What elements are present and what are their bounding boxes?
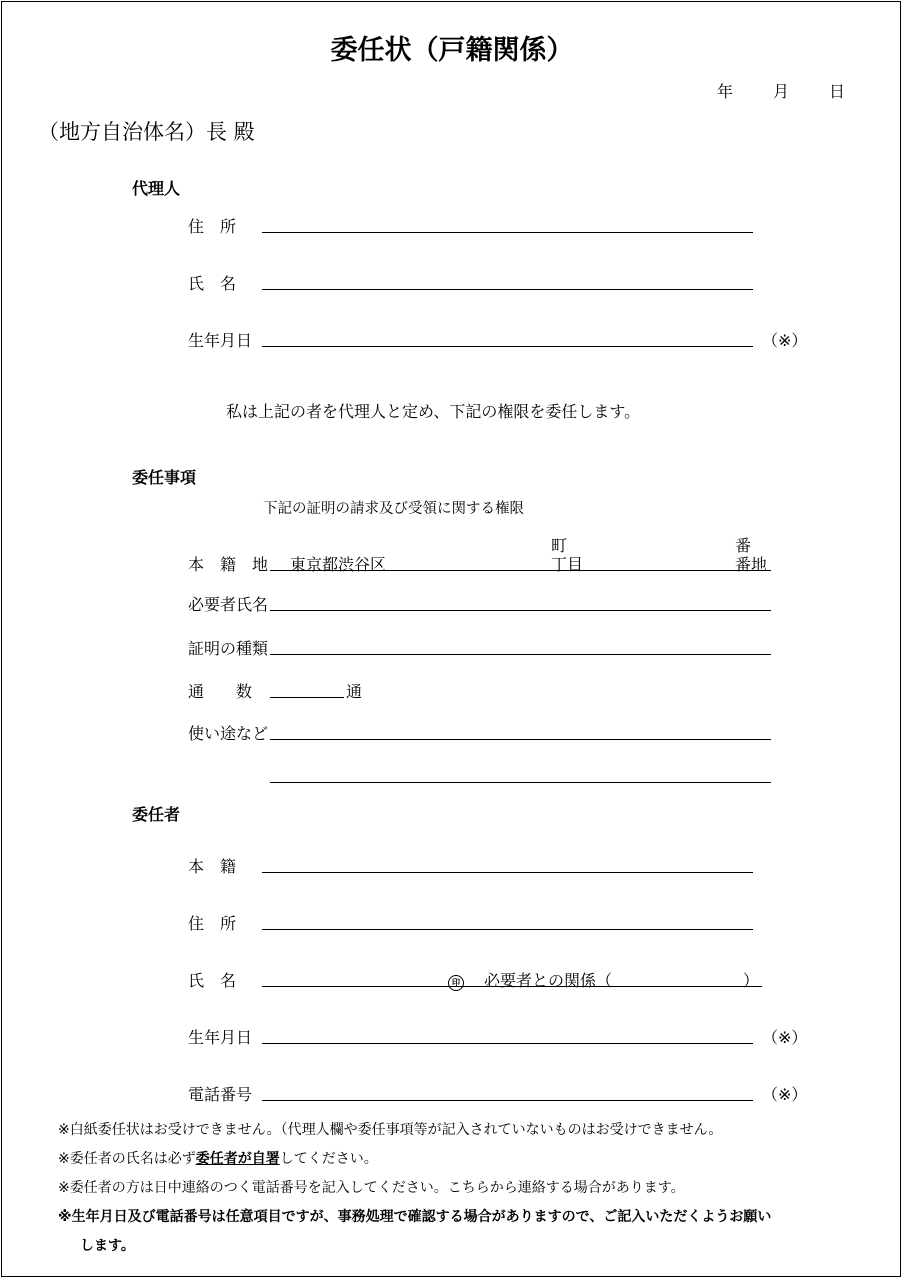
- note-signature-a: ※委任者の氏名は必ず: [58, 1151, 196, 1167]
- required-person-label: 必要者氏名: [188, 595, 269, 614]
- purpose-field-2[interactable]: [270, 782, 771, 783]
- agent-birth-label: 生年月日: [188, 331, 253, 350]
- purpose-label: 使い途など: [188, 724, 269, 743]
- date-month: 月: [773, 82, 790, 101]
- required-person-field[interactable]: [270, 610, 771, 611]
- copies-field[interactable]: [270, 697, 344, 698]
- certificate-type-field[interactable]: [270, 654, 771, 655]
- honseki-prefill: 東京都渋谷区: [290, 555, 387, 574]
- honseki-banchi: 番地: [735, 555, 768, 574]
- agent-address-field[interactable]: [262, 232, 753, 233]
- principal-honseki-label: 本 籍: [188, 857, 237, 876]
- agent-birth-field[interactable]: [262, 346, 753, 347]
- principal-name-label: 氏 名: [188, 971, 237, 990]
- note-optional: ※生年月日及び電話番号は任意項目ですが、事務処理で確認する場合がありますので、ご記入いただくようお願い: [58, 1209, 772, 1225]
- phone-mark: （※）: [762, 1085, 808, 1104]
- honseki-chome: 丁目: [551, 555, 584, 574]
- note-optional-cont: します。: [80, 1238, 135, 1254]
- principal-address-field[interactable]: [262, 929, 753, 930]
- principal-birth-mark: （※）: [762, 1028, 808, 1047]
- purpose-field[interactable]: [270, 739, 771, 740]
- agent-heading: 代理人: [132, 179, 181, 198]
- agent-name-field[interactable]: [262, 289, 753, 290]
- agent-birth-mark: （※）: [762, 331, 808, 350]
- seal-mark: [448, 970, 464, 991]
- copies-label: 通 数: [188, 682, 253, 701]
- principal-heading: 委任者: [132, 805, 181, 824]
- agent-name-label: 氏 名: [188, 274, 237, 293]
- honseki-cho: 町: [551, 536, 568, 555]
- note-signature-b: 委任者が自署: [195, 1151, 280, 1167]
- principal-birth-label: 生年月日: [188, 1028, 253, 1047]
- copies-unit: 通: [346, 682, 363, 701]
- note-phone: ※委任者の方は日中連絡のつく電話番号を記入してください。こちらから連絡する場合があります。: [58, 1180, 685, 1196]
- delegation-statement: 私は上記の者を代理人と定め、下記の権限を委任します。: [226, 402, 641, 421]
- date-day: 日: [829, 82, 846, 101]
- document-title: 委任状（戸籍関係）: [330, 35, 574, 66]
- matters-intro: 下記の証明の請求及び受領に関する権限: [263, 501, 524, 517]
- date-year: 年: [717, 82, 734, 101]
- addressee: （地方自治体名）長 殿: [38, 120, 255, 144]
- matters-heading: 委任事項: [132, 468, 197, 487]
- principal-address-label: 住 所: [188, 914, 237, 933]
- principal-honseki-field[interactable]: [262, 872, 753, 873]
- agent-address-label: 住 所: [188, 217, 237, 236]
- phone-field[interactable]: [262, 1100, 753, 1101]
- relation-label: 必要者との関係（: [484, 971, 613, 990]
- seal-icon: 印: [448, 975, 464, 991]
- note-signature: [58, 1148, 378, 1168]
- honseki-ban: 番: [735, 536, 752, 555]
- principal-birth-field[interactable]: [262, 1043, 753, 1044]
- honseki-field[interactable]: [270, 570, 771, 571]
- note-signature-c: してください。: [279, 1151, 378, 1167]
- certificate-type-label: 証明の種類: [188, 639, 269, 658]
- honseki-label: 本 籍 地: [188, 555, 269, 574]
- phone-label: 電話番号: [188, 1085, 253, 1104]
- relation-close: ）: [743, 971, 760, 990]
- note-blank-form: ※白紙委任状はお受けできません。（代理人欄や委任事項等が記入されていないものはお受けできません。: [58, 1122, 723, 1138]
